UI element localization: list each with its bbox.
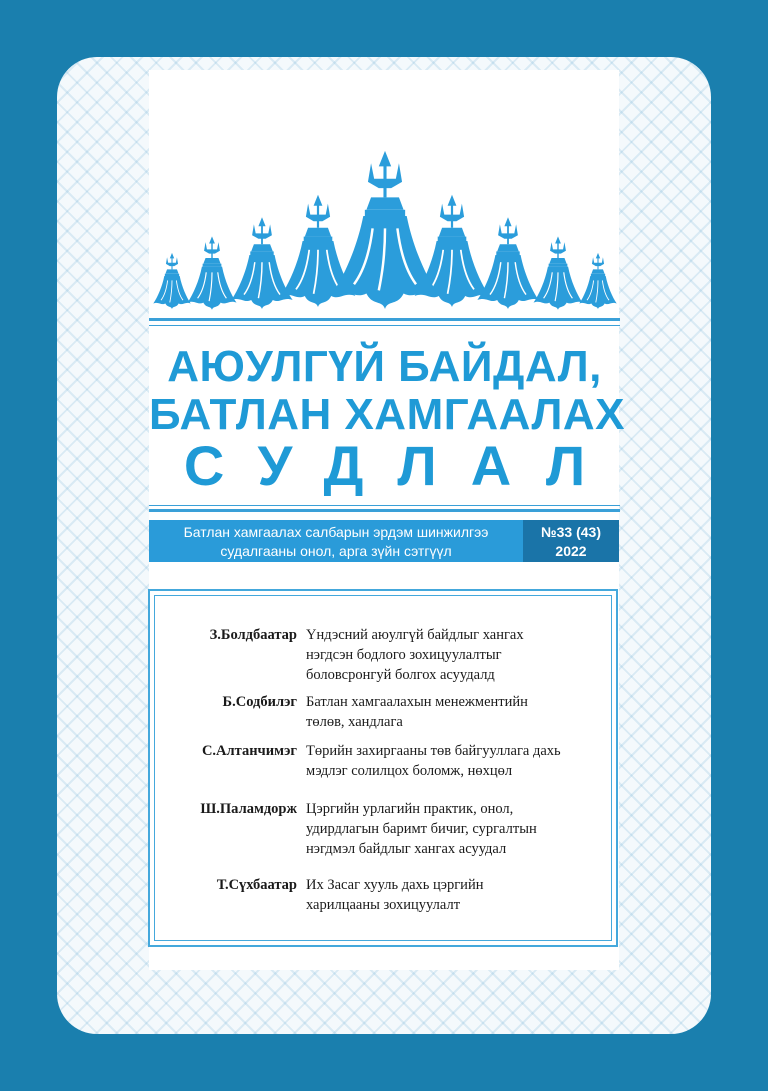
entry-title	[306, 625, 606, 685]
entry-title	[306, 799, 606, 859]
entry-title-line: Батлан хамгаалахын менежментийн	[306, 694, 528, 710]
entry-title-line: нэгдсэн бодлого зохицуулалтыг	[306, 647, 502, 663]
entry-title-line: Төрийн захиргааны төв байгууллага дахь	[306, 743, 561, 759]
entry-title-line: Цэргийн урлагийн практик, онол,	[306, 801, 514, 817]
entry-title-line: төлөв, хандлага	[306, 714, 403, 730]
subtitle-line-2: судалгааны онол, арга зүйн сэтгүүл	[220, 543, 452, 559]
entry-title-line: удирдлагын баримт бичиг, сургалтын	[306, 821, 537, 837]
issue-number: №33 (43)	[541, 524, 601, 540]
entry-author: З.Болдбаатар	[209, 627, 297, 643]
entry-title	[306, 692, 606, 732]
nine-white-banners-emblem-icon	[150, 135, 620, 310]
journal-title-line-2: БАТЛАН ХАМГААЛАХ	[149, 390, 625, 439]
entry-author: Т.Сүхбаатар	[216, 877, 297, 893]
table-of-contents	[148, 589, 618, 947]
entry-author: Ш.Паламдорж	[200, 801, 297, 817]
entry-title-line: Их Засаг хууль дахь цэргийн	[306, 877, 484, 893]
entry-title-line: мэдлэг солилцох боломж, нөхцөл	[306, 763, 513, 779]
title-rule-bottom	[149, 509, 620, 512]
journal-title-line-3: СУДЛАЛ	[183, 434, 620, 497]
journal-title-line-1: АЮУЛГҮЙ БАЙДАЛ,	[167, 342, 602, 391]
entry-title-line: Үндэсний аюулгүй байдлыг хангах	[306, 627, 524, 643]
entry-title-line: харилцааны зохицуулалт	[306, 897, 461, 913]
issue-year: 2022	[555, 543, 587, 559]
subtitle-line-1: Батлан хамгаалах салбарын эрдэм шинжилгээ	[183, 524, 489, 540]
subtitle-bar	[149, 520, 523, 562]
entry-title-line: боловсронгуй болгох асуудалд	[306, 667, 495, 683]
entry-title	[306, 875, 606, 915]
title-rule-top-thin	[149, 325, 620, 326]
entry-title	[306, 741, 606, 781]
entry-title-line: нэгдмэл байдлыг хангах асуудал	[306, 841, 507, 857]
issue-badge	[523, 520, 619, 562]
title-rule-top	[149, 318, 620, 321]
entry-author: Б.Содбилэг	[222, 694, 297, 710]
contents-inner-frame	[154, 595, 612, 941]
title-rule-bottom-thin	[149, 505, 620, 506]
entry-author: С.Алтанчимэг	[201, 743, 297, 759]
